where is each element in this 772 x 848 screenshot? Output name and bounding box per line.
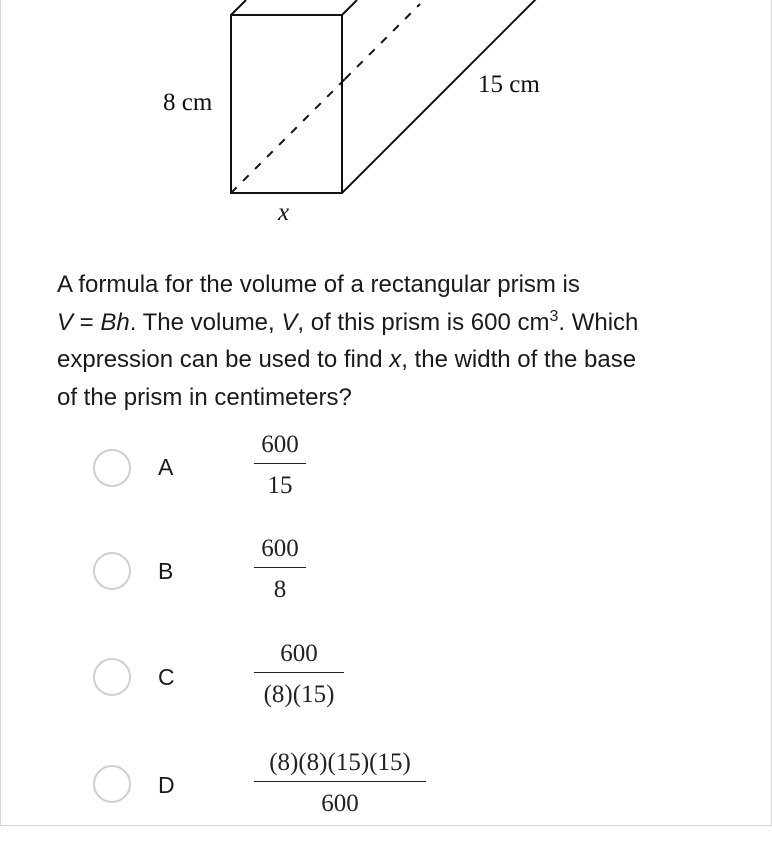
question-line-1: A formula for the volume of a rectangular prism is	[57, 271, 580, 298]
prism-hidden-edge-bottom	[231, 79, 345, 193]
fraction-d	[254, 749, 426, 818]
fraction-bar-a	[254, 463, 306, 464]
denominator-d: 600	[321, 790, 359, 817]
prism-hidden-edge-top	[345, 4, 420, 79]
question-text-segment: , the width of the base	[401, 346, 637, 373]
question-line-2	[57, 304, 717, 342]
rectangular-prism-figure	[0, 0, 772, 240]
denominator-c: (8)(15)	[263, 681, 335, 708]
choice-a[interactable]	[0, 430, 772, 530]
choice-c[interactable]	[0, 640, 772, 740]
fraction-bar-d	[254, 781, 426, 782]
numerator-a: 600	[261, 431, 299, 458]
fraction-a	[254, 431, 306, 500]
choice-letter-d: D	[158, 772, 175, 798]
question-text-segment: expression can be used to find	[57, 346, 390, 373]
question-line-3	[57, 341, 717, 379]
var-v-2: V	[281, 308, 298, 336]
numerator-b: 600	[261, 535, 299, 562]
fraction-b	[254, 535, 306, 604]
prism-top-left-edge	[231, 0, 246, 15]
prism-top-right-edge	[342, 0, 357, 15]
choice-letter-b: B	[158, 558, 174, 584]
radio-button-b[interactable]	[93, 552, 131, 590]
question-text-segment: . The volume,	[129, 308, 282, 336]
radio-button-a[interactable]	[93, 449, 131, 487]
choice-letter-c: C	[158, 664, 175, 690]
fraction-bar-b	[254, 567, 306, 568]
fraction-c	[254, 640, 344, 709]
exponent: 3	[549, 307, 559, 325]
question-text-segment: , of this prism is 600 cm	[297, 308, 550, 336]
width-label: x	[278, 199, 290, 226]
numerator-d: (8)(8)(15)(15)	[269, 749, 411, 776]
denominator-b: 8	[273, 576, 287, 603]
question-text	[57, 266, 717, 416]
height-label: 8 cm	[163, 89, 213, 116]
numerator-c: 600	[280, 640, 318, 667]
prism-front-face	[231, 15, 342, 193]
choice-d[interactable]	[0, 748, 772, 848]
radio-button-c[interactable]	[93, 658, 131, 696]
choice-letter-a: A	[158, 454, 174, 480]
fraction-bar-c	[254, 672, 344, 673]
question-line-4: of the prism in centimeters?	[57, 383, 352, 411]
radio-button-d[interactable]	[93, 765, 131, 803]
choice-b[interactable]	[0, 535, 772, 635]
var-v: V	[57, 308, 74, 336]
equals-sign: =	[73, 308, 101, 336]
question-text-segment: . Which	[558, 308, 639, 336]
var-bh: Bh	[100, 308, 130, 336]
var-x: x	[389, 346, 402, 373]
length-label: 15 cm	[478, 71, 540, 98]
denominator-a: 15	[267, 472, 293, 499]
